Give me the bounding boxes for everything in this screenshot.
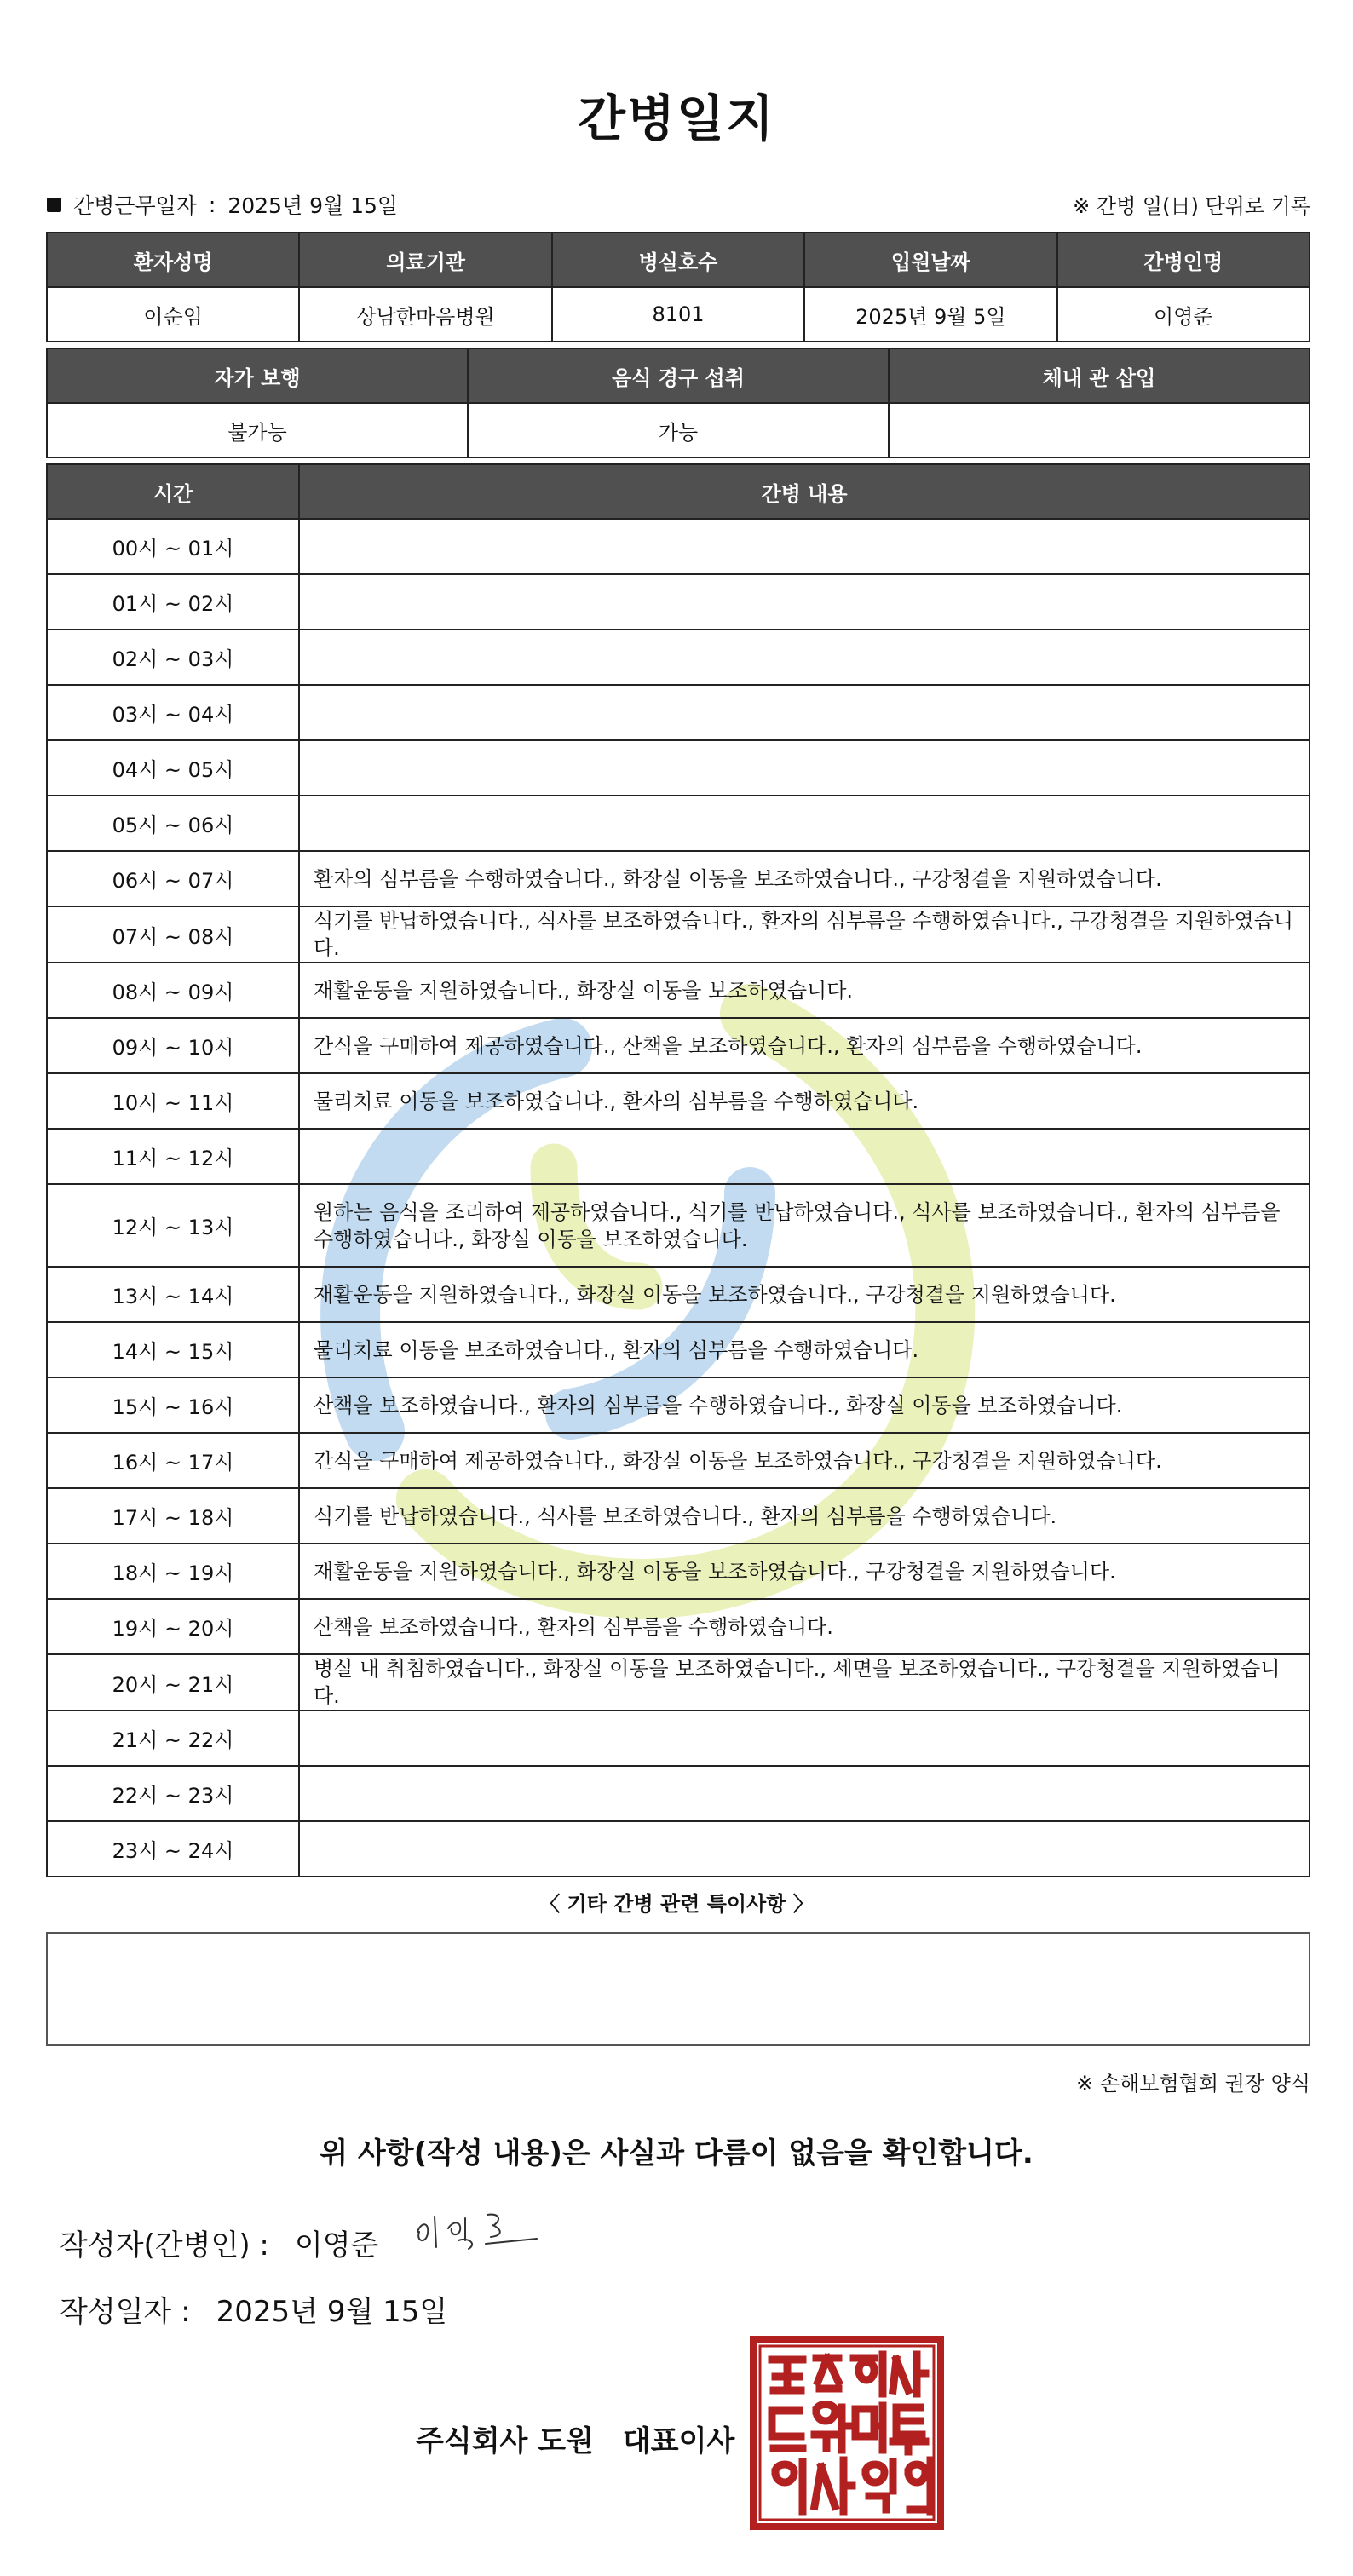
log-time: 13시 ~ 14시 xyxy=(47,1267,299,1322)
log-row xyxy=(47,1544,1310,1599)
log-time: 15시 ~ 16시 xyxy=(47,1377,299,1433)
log-row xyxy=(47,630,1310,685)
log-row xyxy=(47,1711,1310,1766)
room-number: 8101 xyxy=(552,287,804,342)
log-content: 재활운동을 지원하였습니다., 화장실 이동을 보조하였습니다., 구강청결을 지원하였습니다. xyxy=(299,1267,1310,1322)
log-time: 02시 ~ 03시 xyxy=(47,630,299,685)
handwritten-signature xyxy=(409,2206,545,2257)
log-time: 00시 ~ 01시 xyxy=(47,519,299,574)
log-content: 환자의 심부름을 수행하였습니다., 화장실 이동을 보조하였습니다., 구강청결을 지원하였습니다. xyxy=(299,851,1310,906)
log-row xyxy=(47,1018,1310,1073)
log-time: 08시 ~ 09시 xyxy=(47,963,299,1018)
log-content: 물리치료 이동을 보조하였습니다., 환자의 심부름을 수행하였습니다. xyxy=(299,1073,1310,1129)
log-content xyxy=(299,574,1310,630)
work-date-row xyxy=(47,189,398,220)
patient-name: 이순임 xyxy=(47,287,299,342)
log-row xyxy=(47,1184,1310,1267)
caregiver-name: 이영준 xyxy=(1057,287,1310,342)
log-time: 01시 ~ 02시 xyxy=(47,574,299,630)
log-content: 산책을 보조하였습니다., 환자의 심부름을 수행하였습니다., 화장실 이동을 보조하였습니다. xyxy=(299,1377,1310,1433)
log-content xyxy=(299,1711,1310,1766)
log-time: 10시 ~ 11시 xyxy=(47,1073,299,1129)
log-row xyxy=(47,685,1310,740)
log-row xyxy=(47,1433,1310,1488)
patient-status-table xyxy=(46,348,1310,458)
log-content: 병실 내 취침하였습니다., 화장실 이동을 보조하였습니다., 세면을 보조하였습니다., 구강청결을 지원하였습니다. xyxy=(299,1654,1310,1711)
log-time: 07시 ~ 08시 xyxy=(47,906,299,963)
log-time: 05시 ~ 06시 xyxy=(47,796,299,851)
log-content: 식기를 반납하였습니다., 식사를 보조하였습니다., 환자의 심부름을 수행하였습니다. xyxy=(299,1488,1310,1544)
log-content xyxy=(299,1821,1310,1877)
written-date-label: 작성일자 : xyxy=(60,2295,191,2329)
header-self-walking: 자가 보행 xyxy=(47,348,468,403)
log-row xyxy=(47,1322,1310,1377)
log-content: 간식을 구매하여 제공하였습니다., 화장실 이동을 보조하였습니다., 구강청결을 지원하였습니다. xyxy=(299,1433,1310,1488)
header-hospital: 의료기관 xyxy=(299,233,551,287)
hospital-name: 상남한마음병원 xyxy=(299,287,551,342)
log-content: 물리치료 이동을 보조하였습니다., 환자의 심부름을 수행하였습니다. xyxy=(299,1322,1310,1377)
log-time: 14시 ~ 15시 xyxy=(47,1322,299,1377)
writer-label: 작성자(간병인) : xyxy=(60,2228,269,2263)
document-title: 간병일지 xyxy=(577,89,776,147)
company-seal xyxy=(750,2336,944,2530)
log-row xyxy=(47,1267,1310,1322)
care-log-table xyxy=(46,463,1310,1877)
log-time: 21시 ~ 22시 xyxy=(47,1711,299,1766)
log-content: 산책을 보조하였습니다., 환자의 심부름을 수행하였습니다. xyxy=(299,1599,1310,1654)
log-time: 19시 ~ 20시 xyxy=(47,1599,299,1654)
log-content xyxy=(299,740,1310,796)
log-content: 식기를 반납하였습니다., 식사를 보조하였습니다., 환자의 심부름을 수행하였습니다., 구강청결을 지원하였습니다. xyxy=(299,906,1310,963)
log-time: 20시 ~ 21시 xyxy=(47,1654,299,1711)
log-time: 11시 ~ 12시 xyxy=(47,1129,299,1184)
writer-row xyxy=(60,2222,378,2263)
admission-date: 2025년 9월 5일 xyxy=(804,287,1056,342)
log-row xyxy=(47,963,1310,1018)
header-admission-date: 입원날짜 xyxy=(804,233,1056,287)
company-name: 주식회사 도원 xyxy=(416,2424,594,2458)
log-row xyxy=(47,1821,1310,1877)
log-row xyxy=(47,796,1310,851)
written-date-value: 2025년 9월 15일 xyxy=(216,2295,448,2329)
log-time: 22시 ~ 23시 xyxy=(47,1766,299,1821)
log-row xyxy=(47,519,1310,574)
log-time: 23시 ~ 24시 xyxy=(47,1821,299,1877)
header-time: 시간 xyxy=(47,464,299,519)
work-date-label: 간병근무일자 xyxy=(73,193,197,218)
log-row xyxy=(47,1488,1310,1544)
header-care-content: 간병 내용 xyxy=(299,464,1310,519)
company-row xyxy=(416,2418,734,2459)
log-row xyxy=(47,740,1310,796)
work-date-separator: : xyxy=(208,192,216,217)
header-room-number: 병실호수 xyxy=(552,233,804,287)
log-time: 09시 ~ 10시 xyxy=(47,1018,299,1073)
log-row xyxy=(47,1073,1310,1129)
log-time: 03시 ~ 04시 xyxy=(47,685,299,740)
log-row xyxy=(47,1377,1310,1433)
header-patient-name: 환자성명 xyxy=(47,233,299,287)
log-row xyxy=(47,906,1310,963)
self-walking-value: 불가능 xyxy=(47,403,468,457)
log-time: 04시 ~ 05시 xyxy=(47,740,299,796)
log-time: 17시 ~ 18시 xyxy=(47,1488,299,1544)
writer-name: 이영준 xyxy=(294,2228,379,2263)
log-row xyxy=(47,1654,1310,1711)
log-content: 원하는 음식을 조리하여 제공하였습니다., 식기를 반납하였습니다., 식사를 보조하였습니다., 환자의 심부름을 수행하였습니다., 화장실 이동을 보조하였습니다. xyxy=(299,1184,1310,1267)
log-row xyxy=(47,1766,1310,1821)
log-row xyxy=(47,1129,1310,1184)
header-tube-insertion: 체내 관 삽입 xyxy=(889,348,1310,403)
notes-title: 〈 기타 간병 관련 특이사항 〉 xyxy=(539,1892,814,1916)
log-row xyxy=(47,851,1310,906)
log-row xyxy=(47,574,1310,630)
log-time: 16시 ~ 17시 xyxy=(47,1433,299,1488)
patient-info-table xyxy=(46,232,1310,342)
log-time: 12시 ~ 13시 xyxy=(47,1184,299,1267)
log-time: 06시 ~ 07시 xyxy=(47,851,299,906)
recommend-note: ※ 손해보험협회 권장 양식 xyxy=(1076,2072,1310,2096)
bullet-square-icon xyxy=(47,198,61,212)
oral-intake-value: 가능 xyxy=(468,403,889,457)
log-content xyxy=(299,796,1310,851)
log-content: 재활운동을 지원하였습니다., 화장실 이동을 보조하였습니다. xyxy=(299,963,1310,1018)
confirmation-statement: 위 사항(작성 내용)은 사실과 다름이 없음을 확인합니다. xyxy=(320,2136,1033,2171)
header-caregiver-name: 간병인명 xyxy=(1057,233,1310,287)
log-row xyxy=(47,1599,1310,1654)
tube-insertion-value xyxy=(889,403,1310,457)
log-content: 간식을 구매하여 제공하였습니다., 산책을 보조하였습니다., 환자의 심부름을 수행하였습니다. xyxy=(299,1018,1310,1073)
log-time: 18시 ~ 19시 xyxy=(47,1544,299,1599)
header-oral-intake: 음식 경구 섭취 xyxy=(468,348,889,403)
log-content xyxy=(299,1766,1310,1821)
written-date-row xyxy=(60,2288,447,2330)
unit-note: ※ 간병 일(日) 단위로 기록 xyxy=(1073,194,1310,218)
log-content: 재활운동을 지원하였습니다., 화장실 이동을 보조하였습니다., 구강청결을 지원하였습니다. xyxy=(299,1544,1310,1599)
log-content xyxy=(299,630,1310,685)
log-content xyxy=(299,685,1310,740)
log-content xyxy=(299,1129,1310,1184)
work-date-value: 2025년 9월 15일 xyxy=(227,193,399,218)
company-title: 대표이사 xyxy=(622,2424,735,2458)
log-content xyxy=(299,519,1310,574)
notes-box xyxy=(46,1932,1310,2046)
